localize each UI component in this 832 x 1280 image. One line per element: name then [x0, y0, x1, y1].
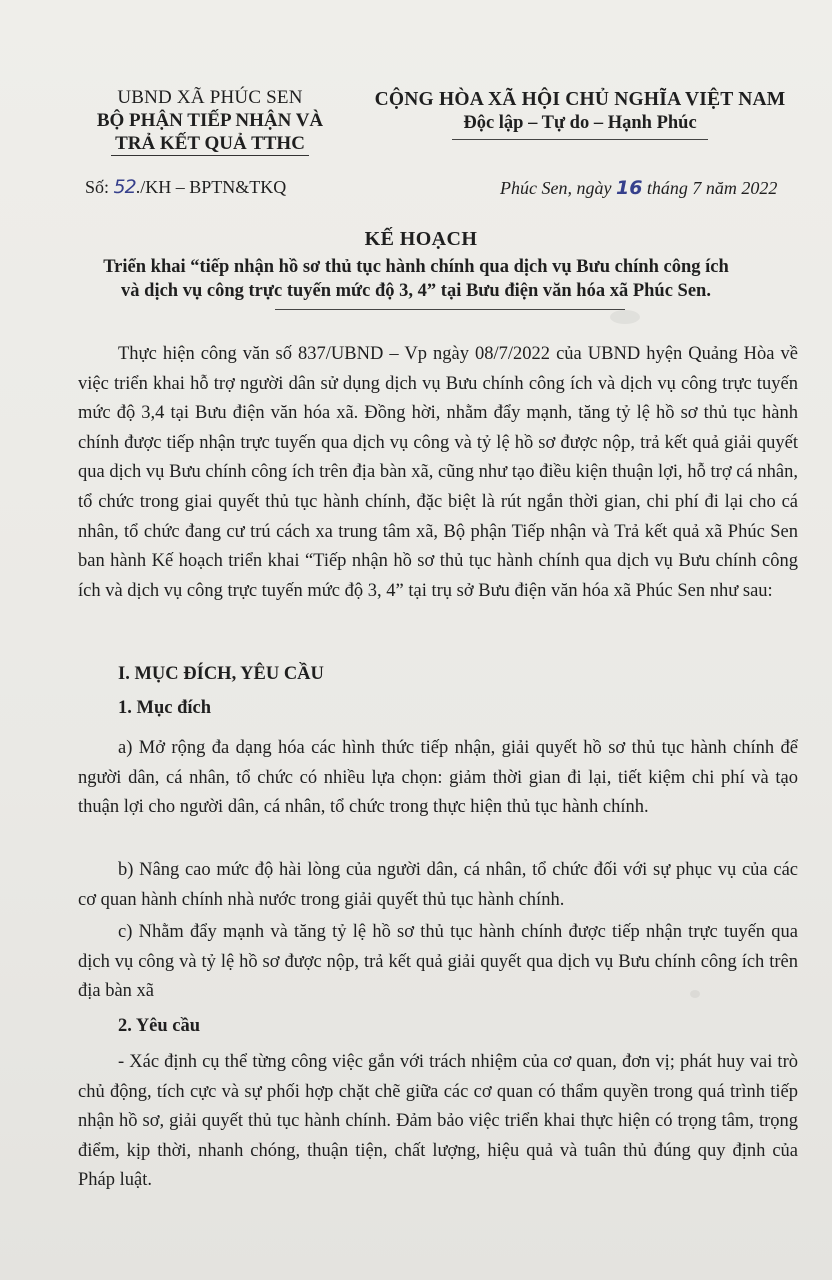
purpose-item-b: b) Nâng cao mức độ hài lòng của người dân, cá nhân, tổ chức đối với sự phục vụ của các cơ quan hành chính nhà nước trong giải quyết thủ tục hành chính.: [78, 860, 798, 910]
national-name: CỘNG HÒA XÃ HỘI CHỦ NGHĨA VIỆT NAM: [374, 89, 786, 110]
title-underline: [275, 309, 625, 310]
subtitle-line-2: và dịch vụ công trực tuyến mức độ 3, 4” tại Bưu điện văn hóa xã Phúc Sen.: [121, 281, 711, 301]
subsection-heading: 2. Yêu cầu: [118, 1016, 201, 1036]
handwritten-day: 16: [615, 177, 643, 199]
document-number: Số: 52./KH – BPTN&TKQ: [85, 176, 287, 198]
issuing-agency: [60, 86, 360, 155]
agency-line-2: BỘ PHẬN TIẾP NHẬN VÀ: [96, 110, 324, 131]
agency-line-3: TRẢ KẾT QUẢ TTHC: [111, 133, 309, 156]
national-header: [362, 88, 798, 140]
paper-mark: [610, 310, 640, 324]
motto-underline: [452, 139, 708, 140]
doc-type: KẾ HOẠCH: [364, 228, 478, 250]
purpose-item-c: c) Nhằm đẩy mạnh và tăng tỷ lệ hồ sơ thủ tục hành chính được tiếp nhận trực tuyến qua dịch vụ công và tỷ lệ hồ sơ được nộp, trả kết quả giải quyết qua dịch vụ Bưu chính công ích trên địa bàn xã: [78, 922, 798, 1002]
requirement-paragraph: - Xác định cụ thể từng công việc gắn với trách nhiệm của cơ quan, đơn vị; phát huy vai trò chủ động, tích cực và sự phối hợp chặt chẽ giữa các cơ quan có thẩm quyền trong quá trình tiếp nhận hồ sơ, giải quyết thủ tục hành chính. Đảm bảo việc triển khai thực hiện có trọng tâm, trọng điểm, kịp thời, nhanh chóng, thuận tiện, chất lượng, hiệu quả và tuân thủ đúng quy định của Pháp luật.: [78, 1052, 798, 1191]
agency-line-1: UBND XÃ PHÚC SEN: [117, 87, 303, 108]
handwritten-number: 52: [113, 176, 136, 198]
document-title: [0, 228, 832, 310]
document-date: Phúc Sen, ngày 16 tháng 7 năm 2022: [500, 177, 778, 199]
national-motto: Độc lập – Tự do – Hạnh Phúc: [463, 113, 697, 133]
intro-paragraph: Thực hiện công văn số 837/UBND – Vp ngày 08/7/2022 của UBND hyện Quảng Hòa về việc triển khai hỗ trợ người dân sử dụng dịch vụ Bưu chính công ích và dịch vụ công trực tuyến mức độ 3,4 tại Bưu điện văn hóa xã. Đồng hời, nhằm đẩy mạnh, tăng tỷ lệ hồ sơ thủ tục hành chính được tiếp nhận trực tuyến qua dịch vụ công và tỷ lệ hồ sơ được nộp, trả kết quả giải quyết qua dịch vụ Bưu chính công ích trên địa bàn xã, cũng như tạo điều kiện thuận lợi, hỗ trợ cá nhân, tổ chức trong giai quyết thủ tục hành chính, đặc biệt là rút ngắn thời gian, chi phí đi lại cho cá nhân, tổ chức đang cư trú cách xa trung tâm xã, Bộ phận Tiếp nhận và Trả kết quả xã Phúc Sen ban hành Kế hoạch triển khai “Tiếp nhận hồ sơ thủ tục hành chính qua dịch vụ Bưu chính công ích và dịch vụ công trực tuyến mức độ 3, 4” tại trụ sở Bưu điện văn hóa xã Phúc Sen như sau:: [78, 344, 798, 601]
section-heading: I. MỤC ĐÍCH, YÊU CẦU: [118, 664, 324, 684]
purpose-item-a: a) Mở rộng đa dạng hóa các hình thức tiếp nhận, giải quyết hồ sơ thủ tục hành chính để người dân, cá nhân, tổ chức có nhiều lựa chọn: giảm thời gian đi lại, tiết kiệm chi phí và tạo thuận lợi cho người dân, cá nhân, tổ chức trong thực hiện thủ tục hành chính.: [78, 738, 798, 818]
subsection-heading: 1. Mục đích: [118, 698, 212, 718]
subtitle-line-1: Triển khai “tiếp nhận hồ sơ thủ tục hành chính qua dịch vụ Bưu chính công ích: [103, 257, 729, 277]
